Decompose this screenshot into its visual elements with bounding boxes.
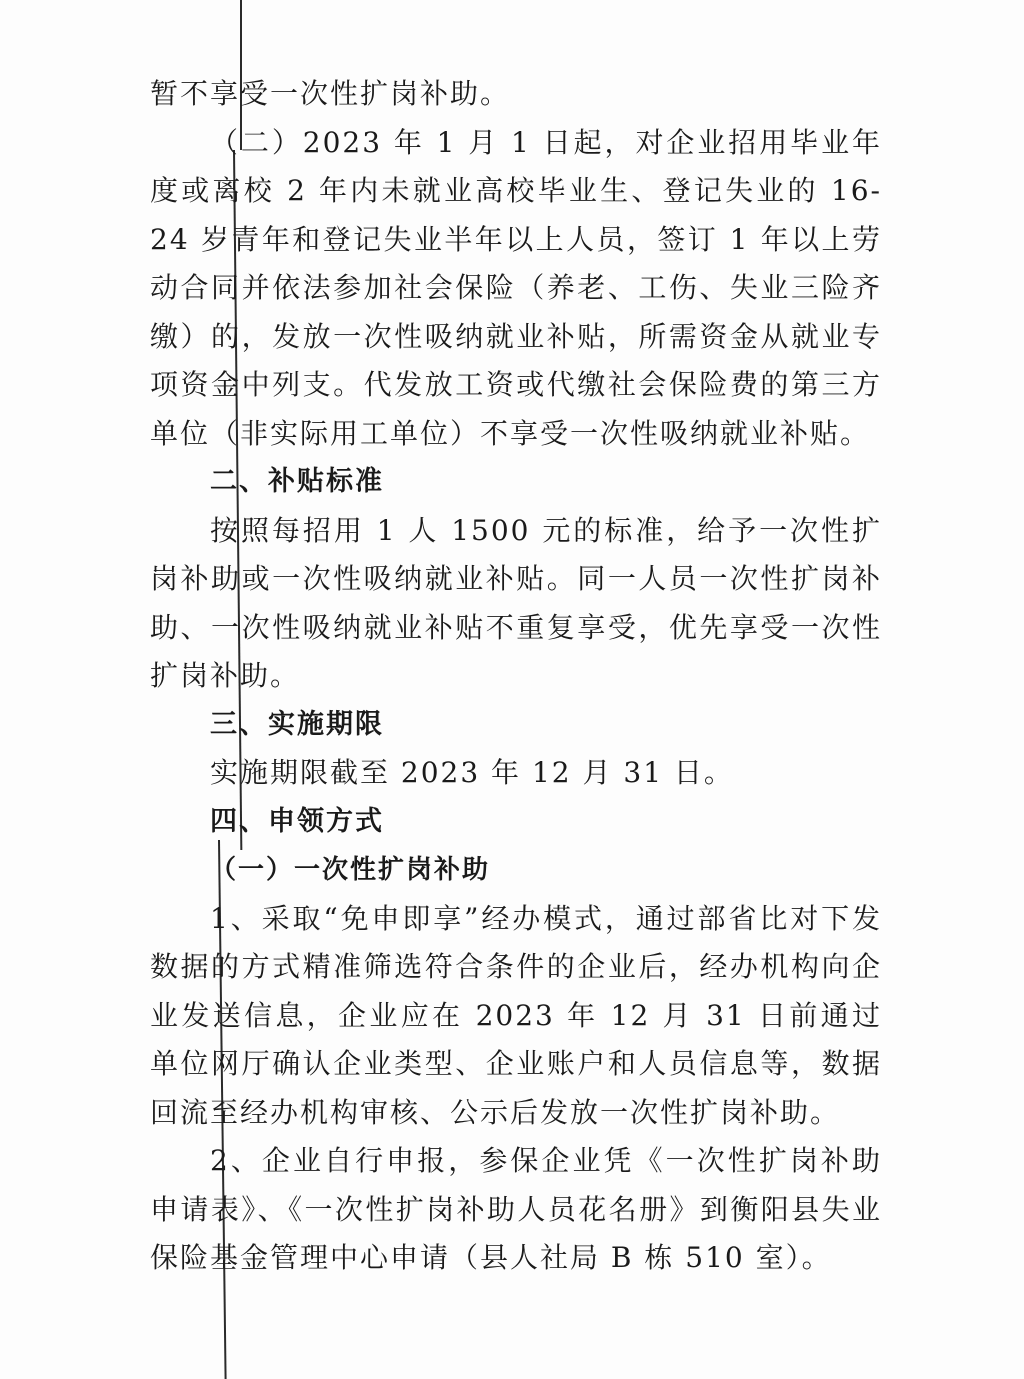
- heading-implementation-period: 三、实施期限: [210, 708, 384, 740]
- paragraph-continuation: 暂不享受一次性扩岗补助。: [150, 77, 511, 110]
- heading-application-method: 四、申领方式: [210, 805, 384, 837]
- paragraph-implementation-period: 实施期限截至 2023 年 12 月 31 日。: [210, 756, 734, 789]
- paragraph-method-2: 2、企业自行申报，参保企业凭《一次性扩岗补助申请表》、《一次性扩岗补助人员花名册》到衡阳县失业保险基金管理中心申请（县人社局 B 栋 510 室）。: [150, 1144, 882, 1274]
- paragraph-policy-2: （二）2023 年 1 月 1 日起，对企业招用毕业年度或离校 2 年内未就业高校毕业生、登记失业的 16-24 岁青年和登记失业半年以上人员，签订 1 年以上劳动合同并依法参加社会保险（养老、工伤、失业三险齐缴）的，发放一次性吸纳就业补贴，所需资金从就业专项资金中列支。代发放工资或代缴社会保险费的第三方单位（非实际用工单位）不享受一次性吸纳就业补贴。: [150, 125, 882, 450]
- paragraph-subsidy-standard: 按照每招用 1 人 1500 元的标准，给予一次性扩岗补助或一次性吸纳就业补贴。同一人员一次性扩岗补助、一次性吸纳就业补贴不重复享受，优先享受一次性扩岗补助。: [150, 513, 882, 692]
- subheading-expansion-subsidy: （一）一次性扩岗补助: [210, 855, 491, 885]
- document-body: [150, 70, 882, 1283]
- heading-subsidy-standard: 二、补贴标准: [210, 466, 384, 497]
- paragraph-method-1: 1、采取“免申即享”经办模式，通过部省比对下发数据的方式精准筛选符合条件的企业后，经办机构向企业发送信息，企业应在 2023 年 12 月 31 日前通过单位网厅确认企业类型、企业账户和人员信息等，数据回流至经办机构审核、公示后发放一次性扩岗补助。: [150, 901, 882, 1129]
